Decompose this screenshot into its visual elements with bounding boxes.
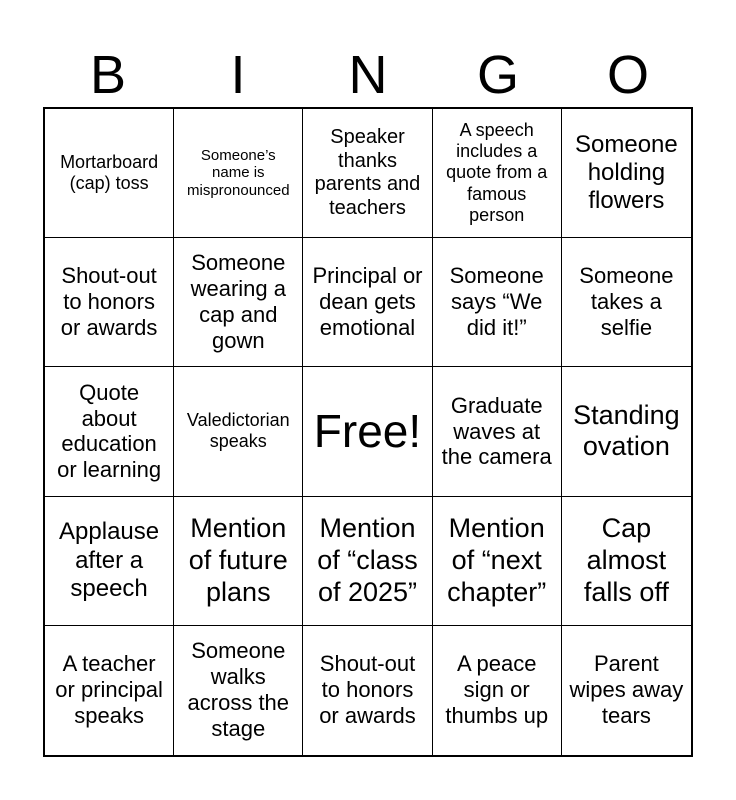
bingo-cell[interactable]: Mention of future plans [174,497,303,626]
bingo-cell[interactable]: Someone takes a selfie [562,238,691,367]
bingo-cell[interactable]: Shout-out to honors or awards [303,626,432,755]
bingo-cell[interactable]: Someone’s name is mispronounced [174,109,303,238]
bingo-cell[interactable]: Mortarboard (cap) toss [45,109,174,238]
header-letter-i: I [230,45,246,105]
bingo-cell[interactable]: A speech includes a quote from a famous person [433,109,562,238]
bingo-cell[interactable]: Someone wearing a cap and gown [174,238,303,367]
header-letter-b: B [89,45,127,105]
bingo-cell[interactable]: Someone walks across the stage [174,626,303,755]
bingo-cell[interactable]: Parent wipes away tears [569,651,684,729]
header-letter-n: N [348,45,388,105]
bingo-cell[interactable]: Principal or dean gets emotional [303,238,432,367]
bingo-cell[interactable]: Someone holding flowers [562,109,691,238]
bingo-cell[interactable]: A peace sign or thumbs up [433,626,562,755]
bingo-cell[interactable]: Speaker thanks parents and teachers [303,109,432,238]
bingo-cell[interactable]: Graduate waves at the camera [433,367,562,496]
bingo-cell[interactable]: Mention of “next chapter” [433,497,562,626]
free-space-cell[interactable]: Free! [303,367,432,496]
bingo-cell[interactable]: Quote about education or learning [45,367,174,496]
bingo-cell[interactable]: Applause after a speech [45,497,174,626]
bingo-cell[interactable]: Mention of “class of 2025” [303,497,432,626]
header-letter-o: O [606,45,649,105]
bingo-cell[interactable]: A teacher or principal speaks [45,626,174,755]
bingo-header [43,44,693,106]
header-letter-g: G [476,45,519,105]
bingo-board [43,107,693,757]
bingo-cell[interactable]: Cap almost falls off [562,497,691,626]
bingo-cell[interactable]: Standing ovation [562,367,691,496]
bingo-cell[interactable]: Shout-out to honors or awards [45,238,174,367]
bingo-cell[interactable]: Valedictorian speaks [174,367,303,496]
bingo-cell[interactable]: Someone says “We did it!” [433,238,562,367]
